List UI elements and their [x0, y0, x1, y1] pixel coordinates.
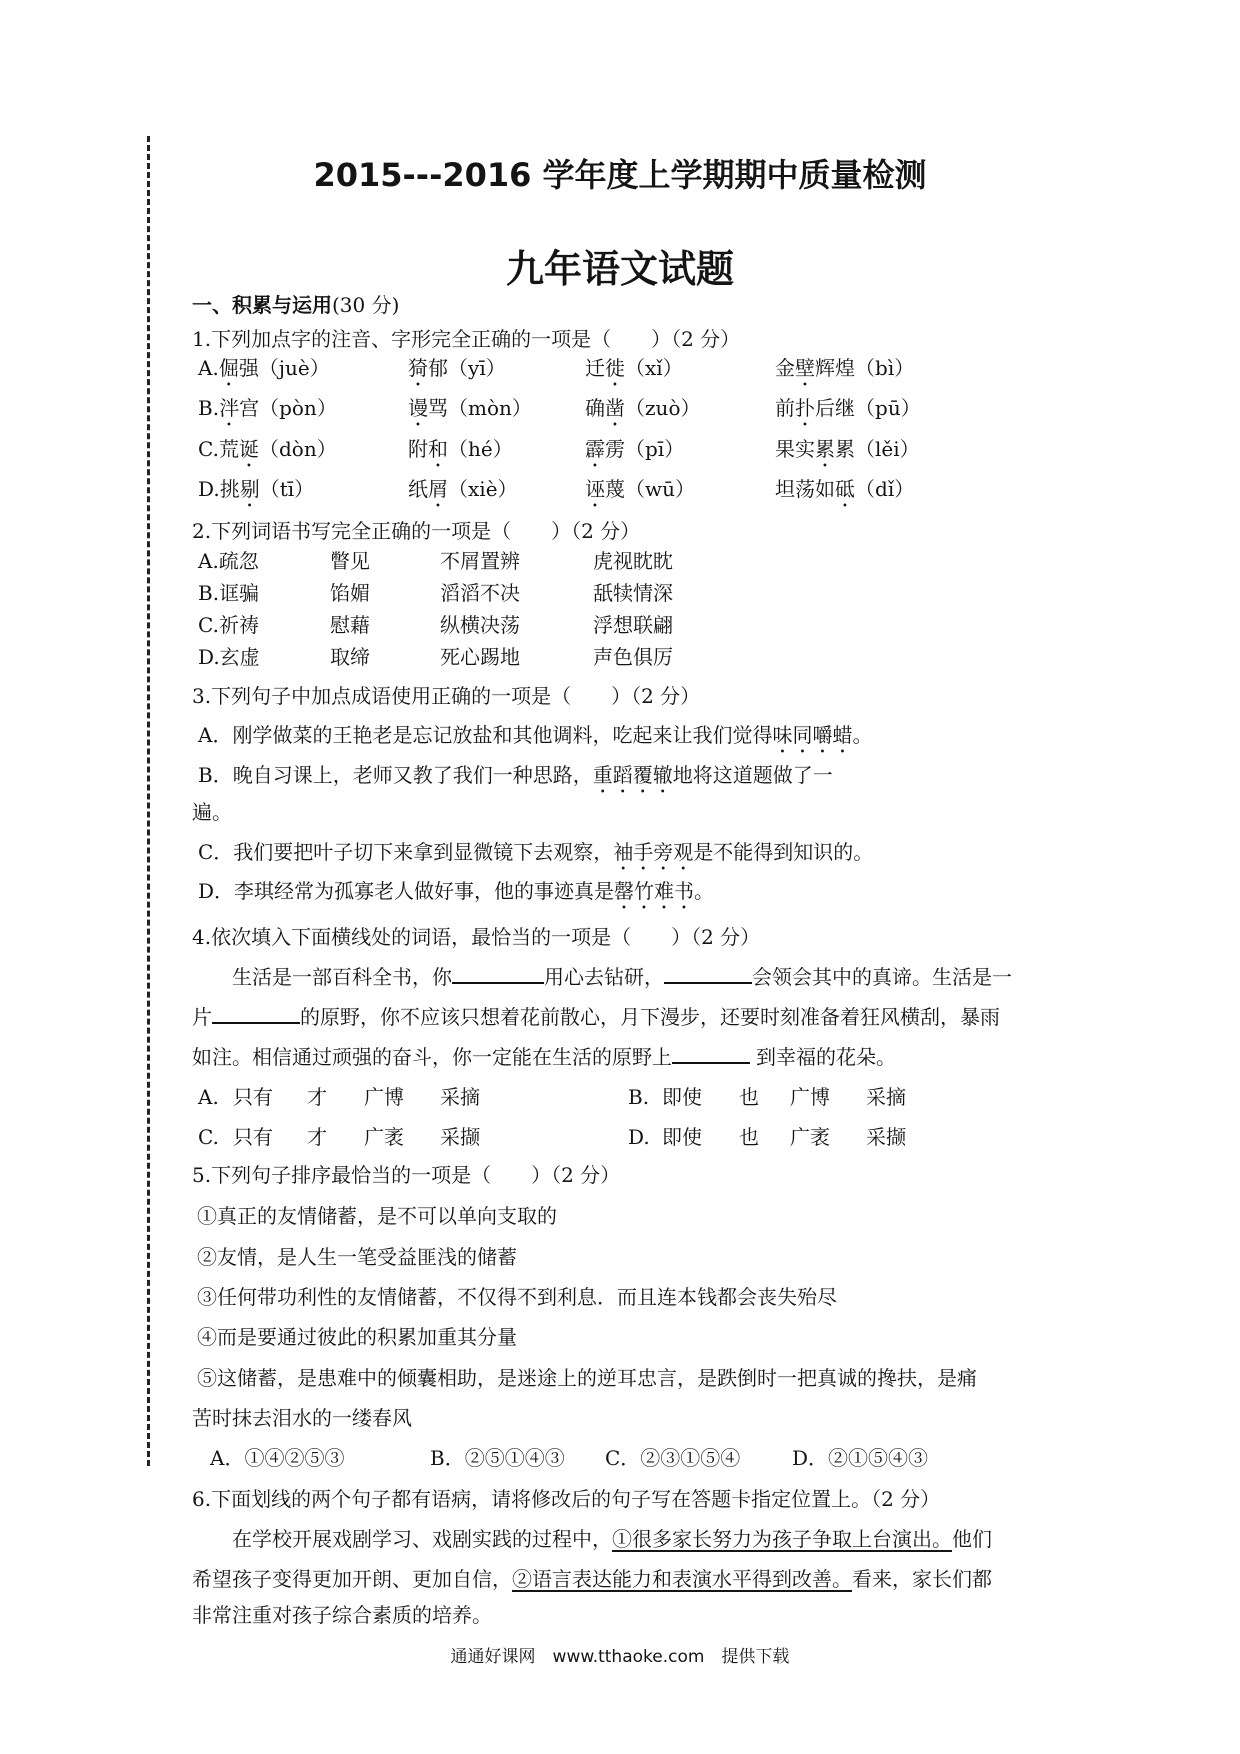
q1-option-c-word-4: 果实累累（lěi） — [775, 437, 920, 461]
q2-option-a-word-3: 不屑置辨 — [440, 549, 520, 573]
blank-2[interactable] — [664, 964, 752, 984]
q5-sentence-2: ②友情，是人生一笔受益匪浅的储蓄 — [197, 1245, 517, 1269]
q2-stem: 2.下列词语书写完全正确的一项是（ ）（2 分） — [192, 519, 641, 543]
q5-sentence-1: ①真正的友情储蓄，是不可以单向支取的 — [197, 1204, 557, 1228]
q2-option-b-word-1: B.诓骗 — [198, 581, 260, 605]
section-heading-label: 一、积累与运用 — [192, 293, 332, 317]
blank-4[interactable] — [672, 1044, 750, 1064]
q3-option-b-cont: 遍。 — [192, 800, 232, 824]
q5-stem: 5.下列句子排序最恰当的一项是（ ）（2 分） — [192, 1163, 621, 1187]
q6-stem: 6.下面划线的两个句子都有语病，请将修改后的句子写在答题卡指定位置上。（2 分） — [192, 1487, 941, 1511]
q4-option-d-part-4: 广袤 — [790, 1125, 830, 1149]
q1-option-a-word-2: 猗郁（yī） — [408, 356, 506, 380]
q6-passage-line3: 非常注重对孩子综合素质的培养。 — [192, 1603, 492, 1627]
q4-option-c-part-2: 只有 — [233, 1125, 273, 1149]
q2-option-b-word-4: 舐犊情深 — [593, 581, 673, 605]
q4-option-d-part-5: 采撷 — [866, 1125, 906, 1149]
q4-option-d-part-3: 也 — [739, 1125, 759, 1149]
q6-passage-line2: 希望孩子变得更加开朗、更加自信，②语言表达能力和表演水平得到改善。看来，家长们都 — [192, 1567, 992, 1591]
q5-sentence-5-cont: 苦时抹去泪水的一缕春风 — [192, 1406, 412, 1430]
q4-option-b-part-3: 也 — [739, 1085, 759, 1109]
exam-title: 2015---2016 学年度上学期期中质量检测 — [313, 156, 927, 194]
q4-option-c-part-3: 才 — [307, 1125, 327, 1149]
q4-option-c-part-1: C. — [198, 1125, 219, 1149]
q5-option-d: D．②①⑤④③ — [792, 1446, 929, 1470]
q6-underlined-sentence-2: ②语言表达能力和表演水平得到改善。 — [512, 1567, 852, 1591]
q1-option-d-word-2: 纸屑（xiè） — [408, 477, 518, 501]
section-heading — [192, 292, 399, 318]
q2-option-c-word-4: 浮想联翩 — [593, 613, 673, 637]
q1-option-d-word-4: 坦荡如砥（dǐ） — [775, 477, 915, 501]
q4-option-a-part-1: A. — [198, 1085, 219, 1109]
q4-option-b-part-4: 广博 — [790, 1085, 830, 1109]
q4-option-a-part-5: 采摘 — [440, 1085, 480, 1109]
section-score: (30 分) — [332, 293, 400, 317]
q1-option-b-word-3: 确凿（zuò） — [585, 396, 701, 420]
q1-option-c-word-2: 附和（hé） — [408, 437, 513, 461]
q4-passage-line2: 片 的原野，你不应该只想着花前散心，月下漫步，还要时刻准备着狂风横刮，暴雨 — [192, 1005, 1000, 1029]
q5-option-c: C．②③①⑤④ — [605, 1446, 741, 1470]
q5-sentence-5: ⑤这储蓄，是患难中的倾囊相助，是迷途上的逆耳忠言，是跌倒时一把真诚的搀扶，是痛 — [197, 1366, 977, 1390]
q1-option-c-word-1: C.荒诞（dòn） — [198, 437, 337, 461]
q2-option-c-word-3: 纵横决荡 — [440, 613, 520, 637]
exam-subtitle: 九年语文试题 — [505, 247, 734, 291]
q4-option-d-part-2: 即使 — [662, 1125, 702, 1149]
blank-1[interactable] — [452, 964, 544, 984]
q1-option-a-word-4: 金壁辉煌（bì） — [775, 356, 915, 380]
q2-option-b-word-3: 滔滔不决 — [440, 581, 520, 605]
q6-underlined-sentence-1: ①很多家长努力为孩子争取上台演出。 — [612, 1527, 952, 1551]
q2-option-a-word-4: 虎视眈眈 — [593, 549, 673, 573]
q1-option-c-word-3: 霹雳（pī） — [585, 437, 685, 461]
q3-option-d: D．李琪经常为孤寡老人做好事，他的事迹真是罄竹难书。 — [198, 879, 715, 903]
q1-option-a-word-1: A.倔强（juè） — [198, 356, 330, 380]
q4-option-b-part-1: B. — [628, 1085, 650, 1109]
blank-3[interactable] — [212, 1004, 300, 1024]
q4-stem: 4.依次填入下面横线处的词语，最恰当的一项是（ ）（2 分） — [192, 925, 761, 949]
q4-option-a-part-2: 只有 — [233, 1085, 273, 1109]
q5-sentence-4: ④而是要通过彼此的积累加重其分量 — [197, 1325, 517, 1349]
q4-option-a-part-4: 广博 — [364, 1085, 404, 1109]
q3-option-c: C．我们要把叶子切下来拿到显微镜下去观察，袖手旁观是不能得到知识的。 — [198, 840, 874, 864]
q1-option-b-word-1: B.泮宫（pòn） — [198, 396, 337, 420]
q2-option-d-word-2: 取缔 — [330, 645, 370, 669]
q5-option-a: A．①④②⑤③ — [210, 1446, 345, 1470]
q2-option-a-word-1: A.疏忽 — [198, 549, 259, 573]
q4-option-c-part-5: 采撷 — [440, 1125, 480, 1149]
q1-option-b-word-2: 谩骂（mòn） — [408, 396, 532, 420]
q2-option-b-word-2: 馅媚 — [330, 581, 370, 605]
q1-option-b-word-4: 前扑后继（pū） — [775, 396, 921, 420]
binding-dashed-line — [147, 136, 150, 1466]
q4-passage-line3: 如注。相信通过顽强的奋斗，你一定能在生活的原野上 到幸福的花朵。 — [192, 1045, 896, 1069]
q6-passage-line1: 在学校开展戏剧学习、戏剧实践的过程中，①很多家长努力为孩子争取上台演出。他们 — [232, 1527, 992, 1551]
q2-option-d-word-1: D.玄虚 — [198, 645, 260, 669]
q4-option-b-part-2: 即使 — [662, 1085, 702, 1109]
q2-option-c-word-2: 慰藉 — [330, 613, 370, 637]
page-footer: 通通好课网 www.tthaoke.com 提供下载 — [450, 1647, 790, 1667]
q1-option-d-word-1: D.挑剔（tī） — [198, 477, 315, 501]
q3-option-b: B．晚自习课上，老师又教了我们一种思路，重蹈覆辙地将这道题做了一 — [198, 763, 833, 787]
q1-option-d-word-3: 诬蔑（wū） — [585, 477, 696, 501]
q5-sentence-3: ③任何带功利性的友情储蓄，不仅得不到利息．而且连本钱都会丧失殆尽 — [197, 1285, 837, 1309]
q4-passage-line1: 生活是一部百科全书，你 用心去钻研， 会领会其中的真谛。生活是一 — [232, 965, 1012, 989]
q4-option-d-part-1: D. — [628, 1125, 650, 1149]
q2-option-d-word-4: 声色俱厉 — [593, 645, 673, 669]
q3-stem: 3.下列句子中加点成语使用正确的一项是（ ）（2 分） — [192, 684, 701, 708]
q5-option-b: B．②⑤①④③ — [430, 1446, 565, 1470]
q4-option-b-part-5: 采摘 — [866, 1085, 906, 1109]
q2-option-c-word-1: C.祈祷 — [198, 613, 259, 637]
q4-option-c-part-4: 广袤 — [364, 1125, 404, 1149]
q1-option-a-word-3: 迁徙（xǐ） — [585, 356, 683, 380]
q2-option-d-word-3: 死心踢地 — [440, 645, 520, 669]
q1-stem: 1.下列加点字的注音、字形完全正确的一项是（ ）（2 分） — [192, 327, 741, 351]
q3-option-a: A．刚学做菜的王艳老是忘记放盐和其他调料，吃起来让我们觉得味同嚼蜡。 — [198, 723, 873, 747]
q2-option-a-word-2: 瞥见 — [330, 549, 370, 573]
q4-option-a-part-3: 才 — [307, 1085, 327, 1109]
